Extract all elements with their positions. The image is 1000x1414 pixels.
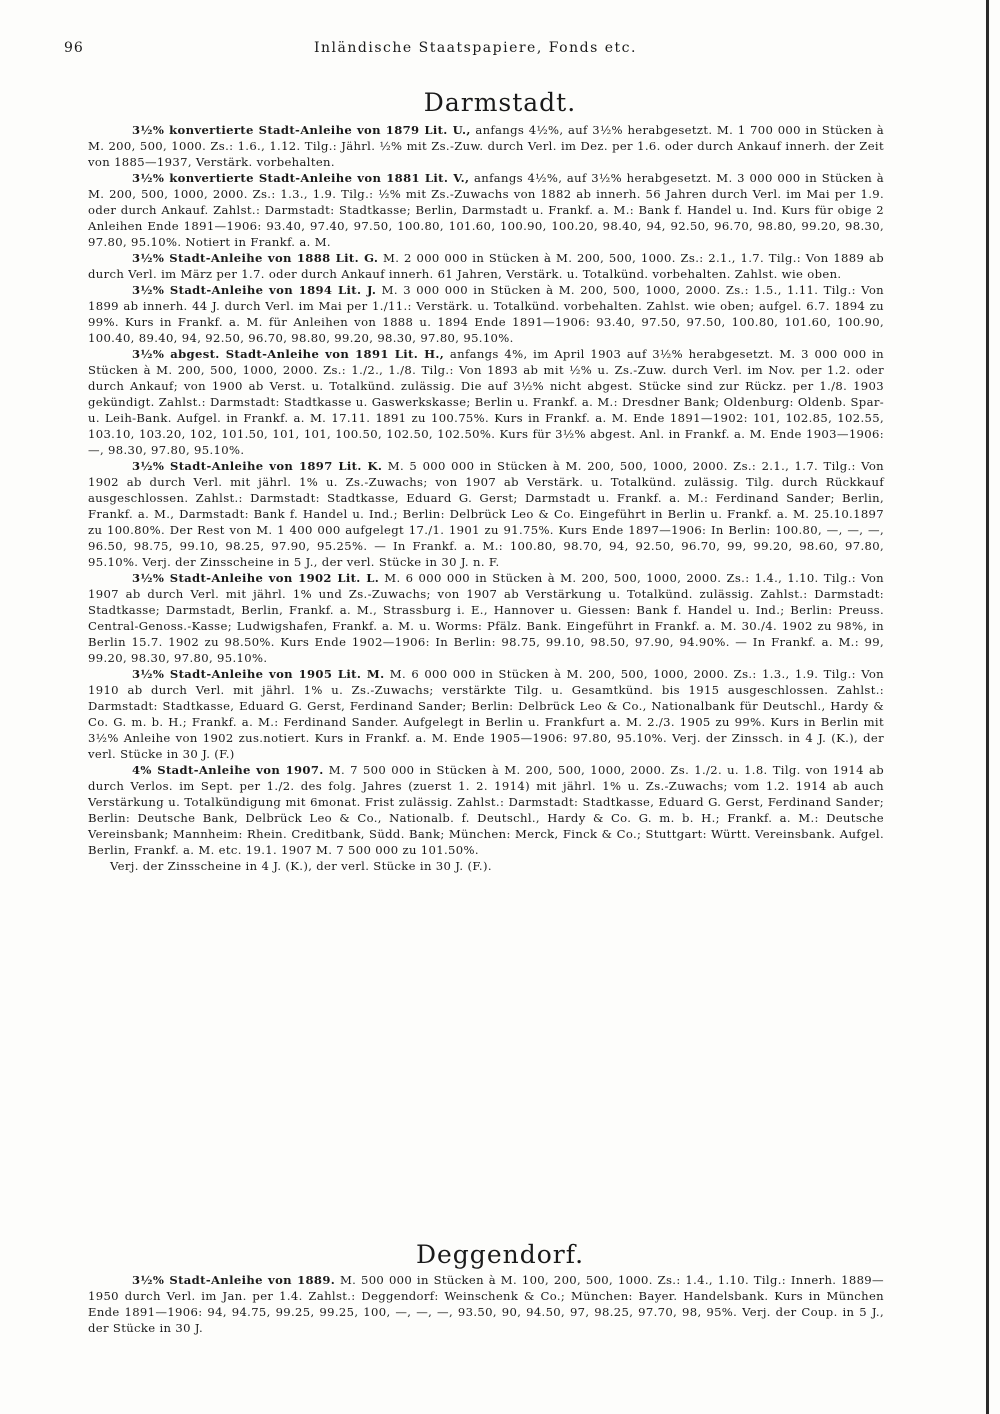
section-title-deggendorf: Deggendorf.: [415, 1240, 585, 1269]
loan-entry-1879: [88, 122, 884, 170]
loan-entry-1891: [88, 346, 884, 458]
entry-lead: 4% Stadt-Anleihe von 1907.: [132, 763, 324, 777]
running-head: [64, 40, 884, 60]
loan-entry-1888: [88, 250, 884, 282]
entry-lead: 3½% abgest. Stadt-Anleihe von 1891 Lit. H.,: [132, 347, 445, 361]
running-title: Inländische Staatspapiere, Fonds etc.: [314, 40, 637, 56]
loan-entry-1897: [88, 458, 884, 570]
entry-body: M. 5 000 000 in Stücken à M. 200, 500, 1000, 2000. Zs.: 2.1., 1.7. Tilg.: Von 1902 ab durch Verl. mit jährl. 1% u. Zs.-Zuwachs; von 1907 ab Verstärk. u. Totalkünd. zulässig. Tilg. durch Rückkauf ausgeschlossen. Zahlst.: Darmstadt: Stadtkasse, Eduard G. Gerst; Darmstadt u. Frankf. a. M.: Ferdinand Sander; Berlin, Frankf. a. M., Darmstadt: Bank f. Handel u. Ind.; Berlin: Delbrück Leo & Co. Eingeführt in Berlin u. Frankf. a. M. 25.10.1897 zu 100.80%. Der Rest von M. 1 400 000 aufgelegt 17./1. 1901 zu 91.75%. Kurs Ende 1897—1906: In Berlin: 100.80, —, —, —, 96.50, 98.75, 99.10, 98.25, 97.90, 95.25%. — In Frankf. a. M.: 100.80, 98.70, 94, 92.50, 96.70, 99, 99.20, 98.60, 97.80, 95.10%. Verj. der Zinsscheine in 5 J., der verl. Stücke in 30 J. n. F.: [88, 459, 884, 569]
entry-body: M. 6 000 000 in Stücken à M. 200, 500, 1000, 2000. Zs.: 1.3., 1.9. Tilg.: Von 1910 ab durch Verl. mit jährl. 1% u. Zs.-Zuwachs; verstärkte Tilg. u. Gesamtkünd. bis 1915 ausgeschlossen. Zahlst.: Darmstadt: Stadtkasse, Eduard G. Gerst, Ferdinand Sander; Berlin: Delbrück Leo & Co., Nationalbank für Deutschl., Hardy & Co. G. m. b. H.; Frankf. a. M.: Ferdinand Sander. Aufgelegt in Berlin u. Frankfurt a. M. 2./3. 1905 zu 99%. Kurs in Berlin mit 3½% Anleihe von 1902 zus.notiert. Kurs in Frankf. a. M. Ende 1905—1906: 97.80, 95.10%. Verj. der Zinssch. in 4 J. (K.), der verl. Stücke in 30 J. (F.): [88, 667, 884, 761]
deggendorf-entries: [88, 1272, 884, 1336]
loan-entry-1881: [88, 170, 884, 250]
darmstadt-entries: [88, 122, 884, 874]
entry-body: anfangs 4½%, auf 3½% herabgesetzt. M. 1 700 000 in Stücken à M. 200, 500, 1000. Zs.: 1.6., 1.12. Tilg.: Jährl. ½% mit Zs.-Zuw. durch Verl. im Dez. per 1.6. oder durch Ankauf innerh. der Zeit von 1885—1937, Verstärk. vorbehalten.: [88, 123, 884, 169]
entry-body: M. 2 000 000 in Stücken à M. 200, 500, 1000. Zs.: 2.1., 1.7. Tilg.: Von 1889 ab durch Verl. im März per 1.7. oder durch Ankauf innerh. 61 Jahren, Verstärk. u. Totalkünd. vorbehalten. Zahlst. wie oben.: [88, 251, 884, 281]
entry-lead: 3½% konvertierte Stadt-Anleihe von 1879 Lit. U.,: [132, 123, 471, 137]
entry-body: anfangs 4½%, auf 3½% herabgesetzt. M. 3 000 000 in Stücken à M. 200, 500, 1000, 2000. Zs.: 1.3., 1.9. Tilg.: ½% mit Zs.-Zuwachs von 1882 ab innerh. 56 Jahren durch Verl. im Mai per 1.9. oder durch Ankauf. Zahlst.: Darmstadt: Stadtkasse; Berlin, Darmstadt u. Frankf. a. M.: Bank f. Handel u. Ind. Kurs für obige 2 Anleihen Ende 1891—1906: 93.40, 97.40, 97.50, 100.80, 101.60, 100.90, 100.20, 98.40, 94, 92.50, 96.70, 98.80, 99.20, 98.30, 97.80, 95.10%. Notiert in Frankf. a. M.: [88, 171, 884, 249]
entry-lead: 3½% Stadt-Anleihe von 1902 Lit. L.: [132, 571, 380, 585]
page-number: 96: [64, 40, 84, 56]
entry-body: M. 7 500 000 in Stücken à M. 200, 500, 1000, 2000. Zs. 1./2. u. 1.8. Tilg. von 1914 ab durch Verlos. im Sept. per 1./2. des folg. Jahres (zuerst 1. 2. 1914) mit jährl. 1% u. Zs.-Zuwachs; vom 1.2. 1914 ab auch Verstärkung u. Totalkündigung mit 6monat. Frist zulässig. Zahlst.: Darmstadt: Stadtkasse, Eduard G. Gerst, Ferdinand Sander; Berlin: Deutsche Bank, Delbrück Leo & Co., Nationalb. f. Deutschl., Hardy & Co. G. m. b. H.; Frankf. a. M.: Deutsche Vereinsbank; Mannheim: Rhein. Creditbank, Südd. Bank; München: Merck, Finck & Co.; Stuttgart: Württ. Vereinsbank. Aufgel. Berlin, Frankf. a. M. etc. 19.1. 1907 M. 7 500 000 zu 101.50%.: [88, 763, 884, 857]
loan-entry-deggendorf-1889: [88, 1272, 884, 1336]
entry-lead: 3½% Stadt-Anleihe von 1894 Lit. J.: [132, 283, 377, 297]
entry-body: M. 6 000 000 in Stücken à M. 200, 500, 1000, 2000. Zs.: 1.4., 1.10. Tilg.: Von 1907 ab durch Verl. mit jährl. 1% und Zs.-Zuwachs; von 1907 ab Verstärkung u. Totalkünd. zulässig. Zahlst.: Darmstadt: Stadtkasse; Darmstadt, Berlin, Frankf. a. M., Strassburg i. E., Hannover u. Giessen: Bank f. Handel u. Ind.; Berlin: Preuss. Central-Genoss.-Kasse; Ludwigshafen, Frankf. a. M. u. Worms: Pfälz. Bank. Eingeführt in Frankf. a. M. 30./4. 1902 zu 98%, in Berlin 15.7. 1902 zu 98.50%. Kurs Ende 1902—1906: In Berlin: 98.75, 99.10, 98.50, 97.90, 94.90%. — In Frankf. a. M.: 99, 99.20, 98.30, 97.80, 95.10%.: [88, 571, 884, 665]
entry-lead: 3½% konvertierte Stadt-Anleihe von 1881 Lit. V.,: [132, 171, 470, 185]
loan-entry-1905: [88, 666, 884, 762]
loan-entry-1894: [88, 282, 884, 346]
entry-body: M. 3 000 000 in Stücken à M. 200, 500, 1000, 2000. Zs.: 1.5., 1.11. Tilg.: Von 1899 ab innerh. 44 J. durch Verl. im Mai per 1./11.: Verstärk. u. Totalkünd. vorbehalten. Zahlst. wie oben; aufgel. 6.7. 1894 zu 99%. Kurs in Frankf. a. M. für Anleihen von 1888 u. 1894 Ende 1891—1906: 93.40, 97.50, 97.50, 100.80, 101.60, 100.90, 100.40, 89.40, 94, 92.50, 96.70, 98.80, 99.20, 98.30, 97.80, 95.10%.: [88, 283, 884, 345]
section-title-darmstadt: Darmstadt.: [423, 88, 577, 117]
loan-entry-1902: [88, 570, 884, 666]
entry-lead: 3½% Stadt-Anleihe von 1889.: [132, 1273, 336, 1287]
entry-footnote: Verj. der Zinsscheine in 4 J. (K.), der verl. Stücke in 30 J. (F.).: [110, 859, 492, 873]
entry-lead: 3½% Stadt-Anleihe von 1897 Lit. K.: [132, 459, 383, 473]
loan-entry-1907: [88, 762, 884, 858]
entry-lead: 3½% Stadt-Anleihe von 1888 Lit. G.: [132, 251, 379, 265]
binding-edge-line: [986, 0, 989, 1414]
entry-body: anfangs 4%, im April 1903 auf 3½% herabgesetzt. M. 3 000 000 in Stücken à M. 200, 500, 1000, 2000. Zs.: 1./2., 1./8. Tilg.: Von 1893 ab mit ½% u. Zs.-Zuw. durch Verl. im Nov. per 1.2. oder durch Ankauf; von 1900 ab Verst. u. Totalkünd. zulässig. Die auf 3½% nicht abgest. Stücke sind zur Rückz. per 1./8. 1903 gekündigt. Zahlst.: Darmstadt: Stadtkasse u. Gaswerkskasse; Berlin u. Frankf. a. M.: Dresdner Bank; Oldenburg: Oldenb. Spar- u. Leih-Bank. Aufgel. in Frankf. a. M. 17.11. 1891 zu 100.75%. Kurs in Frankf. a. M. Ende 1891—1902: 101, 102.85, 102.55, 103.10, 103.20, 102, 101.50, 101, 101, 100.50, 102.50, 102.50%. Kurs für 3½% abgest. Anl. in Frankf. a. M. Ende 1903—1906: —, 98.30, 97.80, 95.10%.: [88, 347, 884, 457]
entry-lead: 3½% Stadt-Anleihe von 1905 Lit. M.: [132, 667, 385, 681]
entry-body: M. 500 000 in Stücken à M. 100, 200, 500, 1000. Zs.: 1.4., 1.10. Tilg.: Innerh. 1889—1950 durch Verl. im Jan. per 1.4. Zahlst.: Deggendorf: Weinschenk & Co.; München: Bayer. Handelsbank. Kurs in München Ende 1891—1906: 94, 94.75, 99.25, 99.25, 100, —, —, —, 93.50, 90, 94.50, 97, 98.25, 97.70, 98, 95%. Verj. der Coup. in 5 J., der Stücke in 30 J.: [88, 1273, 884, 1335]
